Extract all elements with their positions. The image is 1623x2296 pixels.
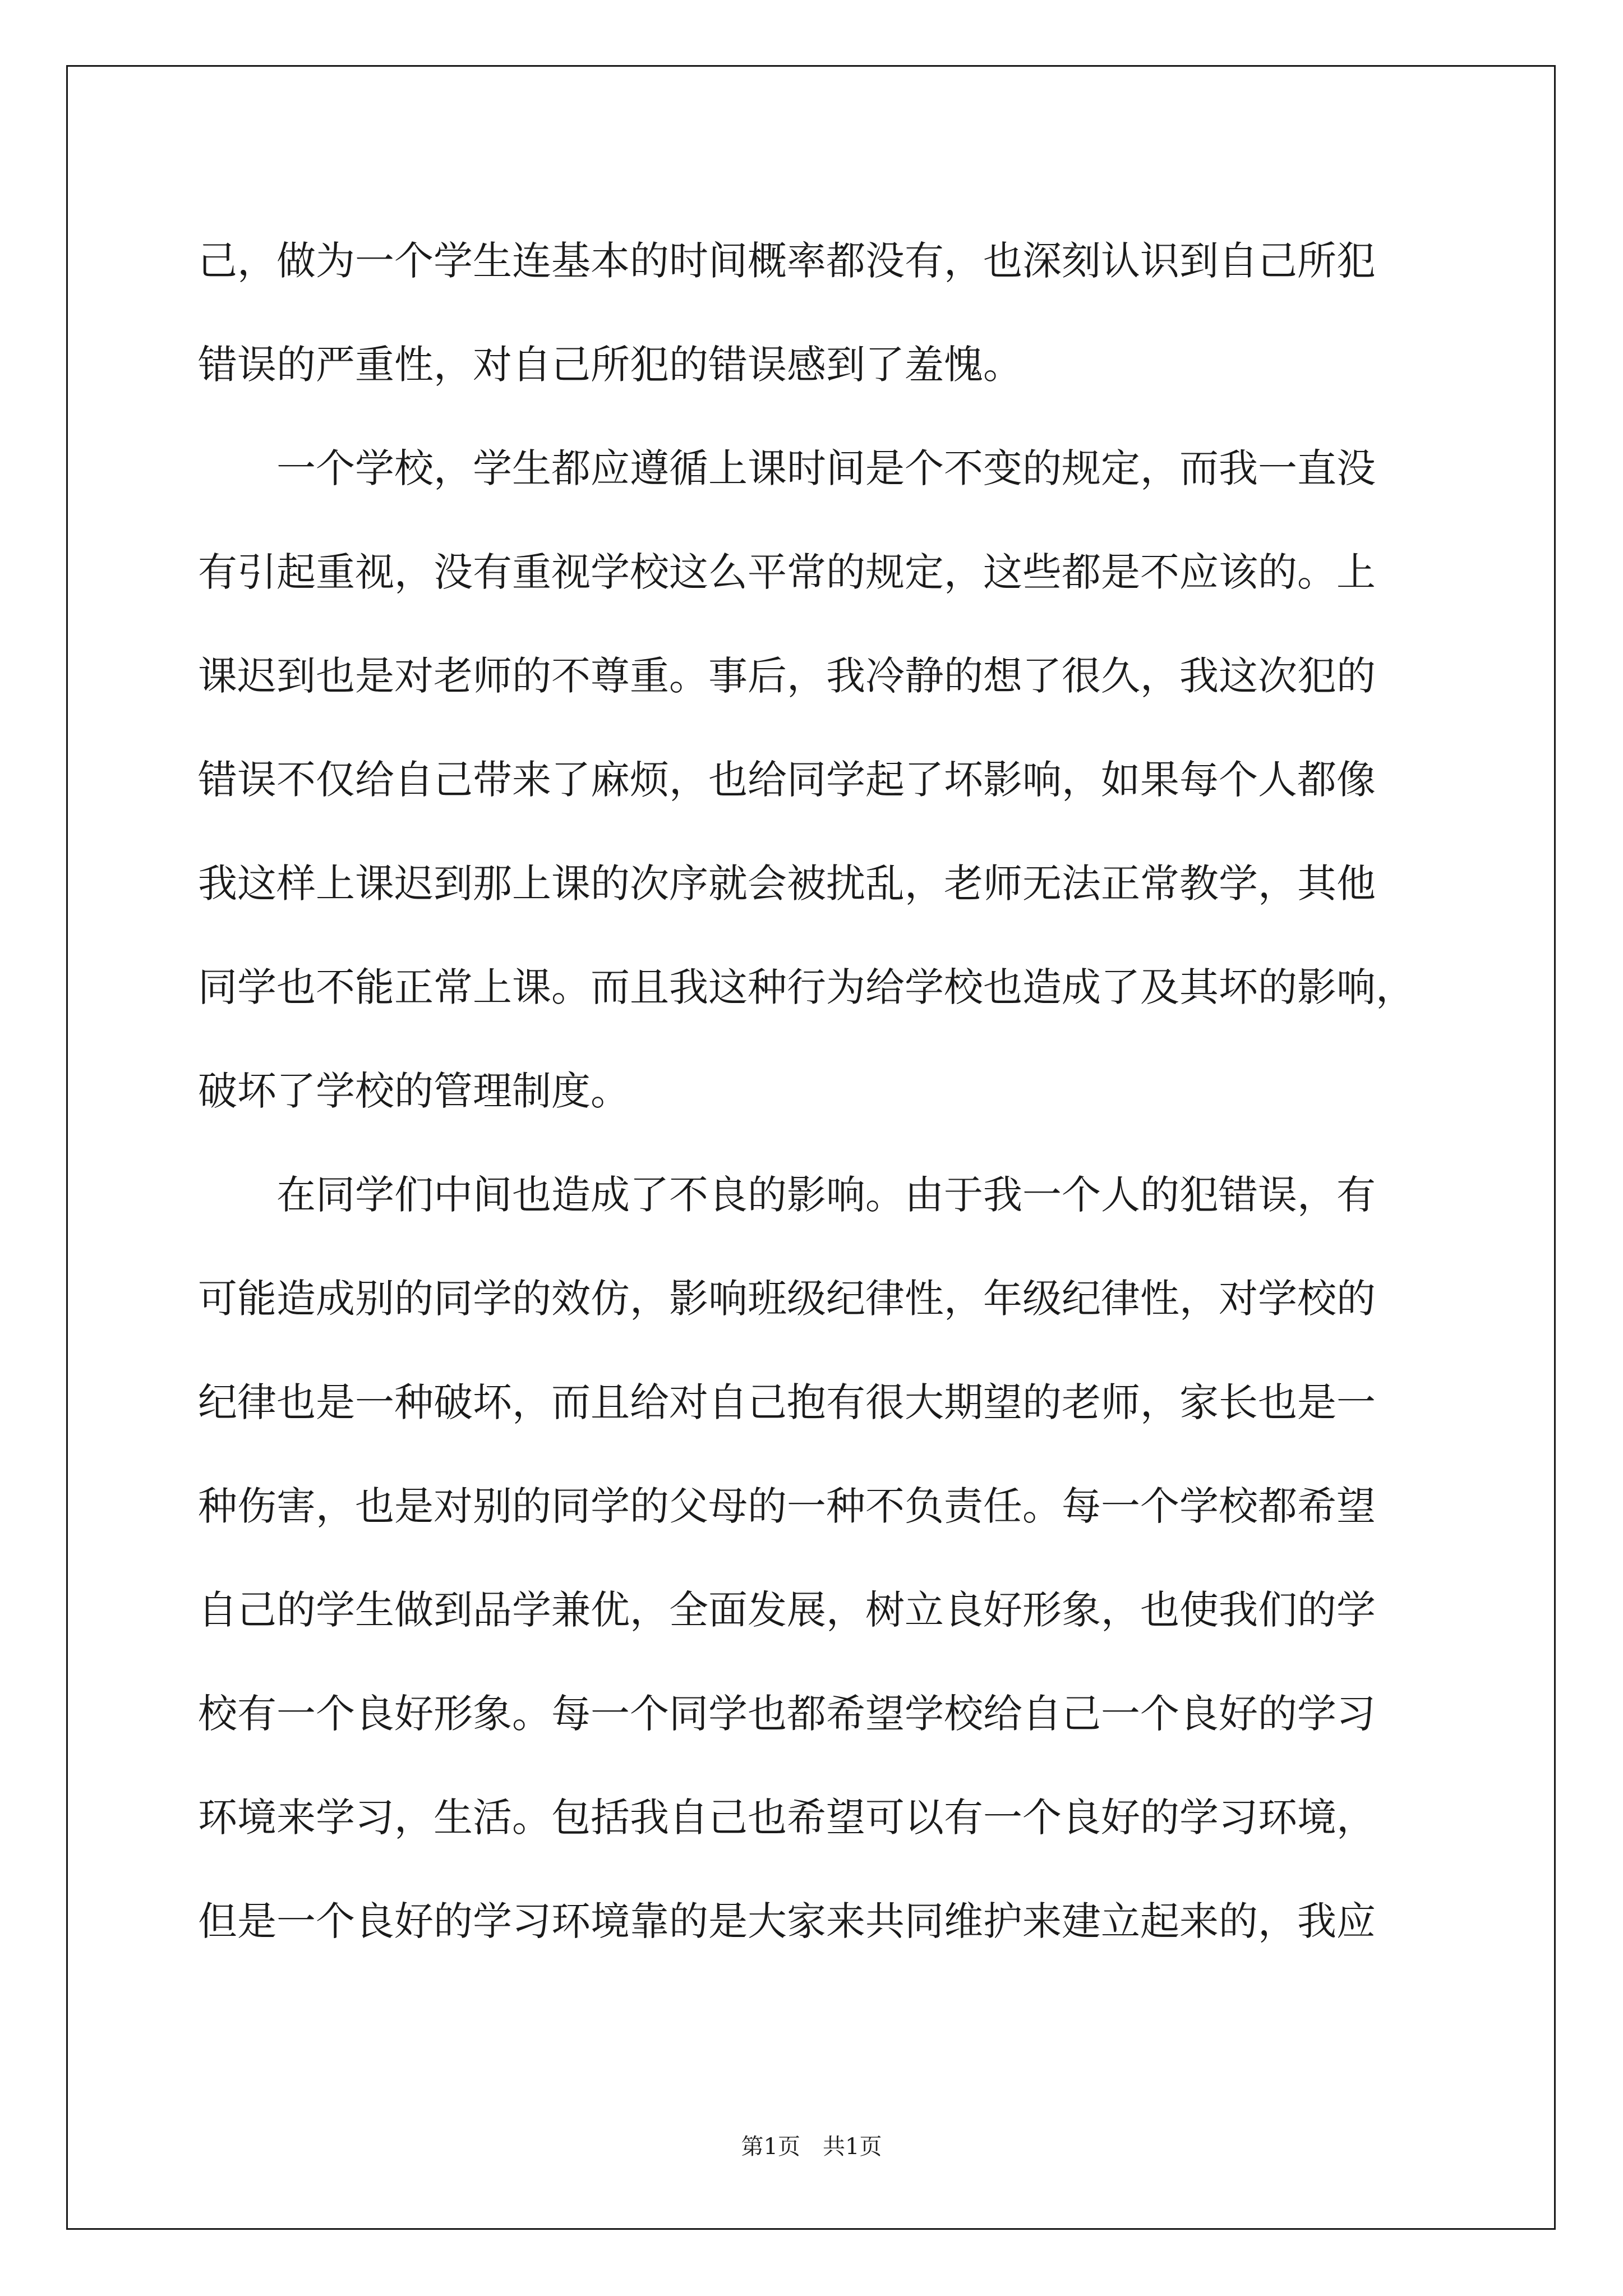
text-line: 校有一个良好形象。每一个同学也都希望学校给自己一个良好的学习: [198, 1691, 1376, 1737]
text-line: 纪律也是一种破坏，而且给对自己抱有很大期望的老师，家长也是一: [198, 1379, 1376, 1425]
text-line: 己，做为一个学生连基本的时间概率都没有，也深刻认识到自己所犯: [198, 238, 1376, 284]
text-line: 但是一个良好的学习环境靠的是大家来共同维护来建立起来的，我应: [198, 1898, 1376, 1944]
text-line: 错误不仅给自己带来了麻烦，也给同学起了坏影响，如果每个人都像: [198, 757, 1376, 803]
text-line: 有引起重视，没有重视学校这么平常的规定，这些都是不应该的。上: [198, 549, 1376, 595]
page-number-label: 第1页 共1页: [741, 2134, 882, 2160]
text-line: 可能造成别的同学的效仿，影响班级纪律性，年级纪律性，对学校的: [198, 1276, 1376, 1322]
document-body: [198, 209, 1432, 1973]
text-line: 一个学校，学生都应遵循上课时间是个不变的规定，而我一直没: [198, 445, 1376, 491]
text-line: 在同学们中间也造成了不良的影响。由于我一个人的犯错误，有: [198, 1172, 1376, 1218]
text-line: 我这样上课迟到那上课的次序就会被扰乱，老师无法正常教学，其他: [198, 861, 1376, 907]
text-line: 课迟到也是对老师的不尊重。事后，我冷静的想了很久，我这次犯的: [198, 653, 1376, 699]
page-footer: [0, 2129, 1623, 2161]
text-line: 环境来学习，生活。包括我自己也希望可以有一个良好的学习环境，: [198, 1795, 1376, 1841]
text-line: 错误的严重性，对自己所犯的错误感到了羞愧。: [198, 342, 1022, 388]
text-line: 自己的学生做到品学兼优，全面发展，树立良好形象，也使我们的学: [198, 1587, 1376, 1633]
text-line: 种伤害，也是对别的同学的父母的一种不负责任。每一个学校都希望: [198, 1483, 1376, 1529]
text-line: 破坏了学校的管理制度。: [198, 1068, 630, 1114]
text-line: 同学也不能正常上课。而且我这种行为给学校也造成了及其坏的影响，: [198, 964, 1415, 1010]
